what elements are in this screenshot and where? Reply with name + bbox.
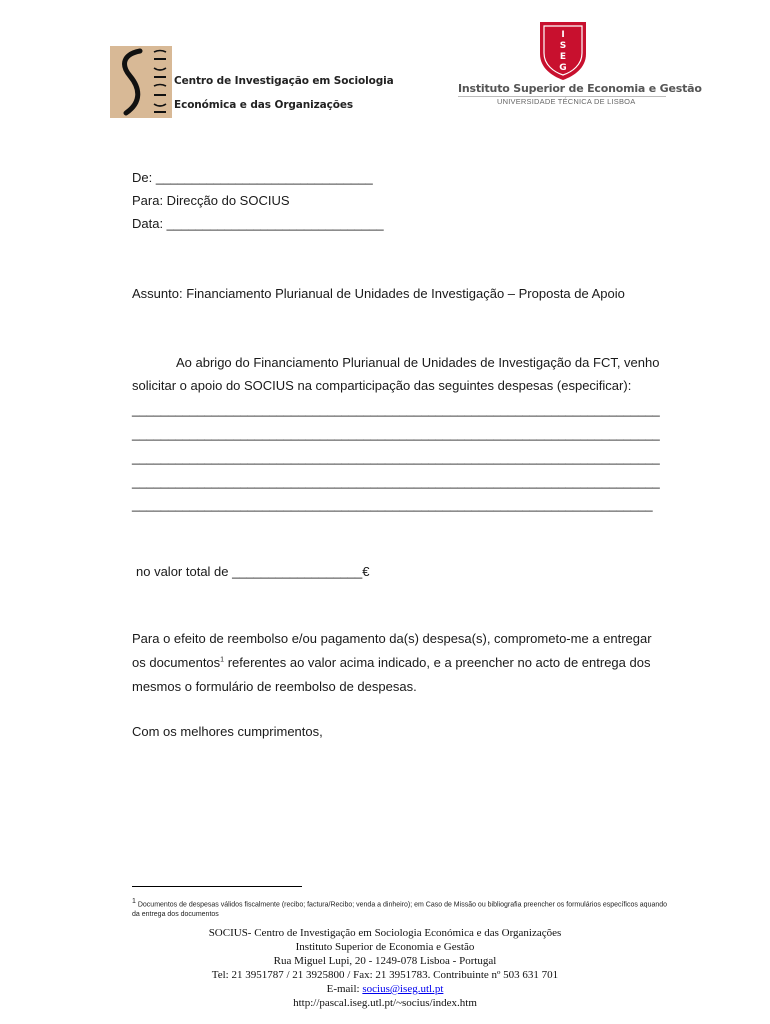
socius-logo-line-2: Económica e das Organizações (174, 99, 354, 111)
footer-line-1: SOCIUS- Centro de Investigação em Sociologia Económica e das Organizações (208, 927, 562, 939)
footer-url[interactable]: http://pascal.iseg.utl.pt/~socius/index.htm (293, 997, 477, 1009)
footnote-divider (132, 886, 302, 887)
iseg-logo-title: Instituto Superior de Economia e Gestão (458, 82, 702, 95)
iseg-logo-subtitle: UNIVERSIDADE TÉCNICA DE LISBOA (497, 97, 636, 106)
footnote-text: Documentos de despesas válidos fiscalmente (recibo; factura/Recibo; venda a dinheiro); em Caso de Missão ou bibliografia preencher os formulários específicos aquando da entrega dos documentos (132, 901, 668, 919)
footer-email-line (0, 983, 770, 995)
field-para: Para: Direcção do SOCIUS (132, 193, 290, 208)
footnote (132, 897, 672, 920)
body-paragraph-1-line-2: solicitar o apoio do SOCIUS na comparticipação das seguintes despesas (especificar): (132, 378, 632, 393)
svg-text:E: E (559, 52, 567, 62)
iseg-shield-logo (538, 20, 588, 82)
blank-line: _________________________________________________________________________ (132, 426, 660, 441)
blank-line: ________________________________________________________________________ (132, 497, 653, 512)
closing: Com os melhores cumprimentos, (132, 724, 323, 739)
footer-line-3: Rua Miguel Lupi, 20 - 1249-078 Lisboa - Portugal (273, 955, 497, 967)
field-data: Data: ______________________________ (132, 216, 384, 231)
blank-line: _________________________________________________________________________ (132, 474, 660, 489)
body-paragraph-2-line-2 (132, 655, 650, 670)
body-paragraph-1-line-1: Ao abrigo do Financiamento Plurianual de Unidades de Investigação da FCT, venho (176, 355, 660, 370)
socius-logo-s-mark (114, 48, 154, 116)
subject-line: Assunto: Financiamento Plurianual de Unidades de Investigação – Proposta de Apoio (132, 286, 625, 301)
footnote-number: 1 (132, 898, 136, 905)
body-paragraph-2-line-1: Para o efeito de reembolso e/ou pagamento da(s) despesa(s), comprometo-me a entregar (132, 631, 652, 646)
svg-text:I: I (561, 30, 565, 40)
socius-logo-line-1: Centro de Investigação em Sociologia (174, 75, 394, 87)
valor-field: no valor total de __________________€ (136, 564, 370, 579)
svg-text:S: S (559, 41, 567, 51)
footer-line-2: Instituto Superior de Economia e Gestão (295, 941, 475, 953)
field-de: De: ______________________________ (132, 170, 373, 185)
footer-line-4: Tel: 21 3951787 / 21 3925800 / Fax: 21 3951783. Contribuinte nº 503 631 701 (211, 969, 559, 981)
footer-email-label: E-mail: (326, 983, 363, 995)
para2-text-a: os documentos (132, 655, 221, 670)
blank-line: _________________________________________________________________________ (132, 450, 660, 465)
footer-email-link[interactable]: socius@iseg.utl.pt (362, 983, 444, 995)
body-paragraph-2-line-3: mesmos o formulário de reembolso de despesas. (132, 679, 417, 694)
blank-line: _________________________________________________________________________ (132, 402, 660, 417)
socius-logo-letter-marks (150, 48, 176, 116)
svg-text:G: G (559, 63, 567, 73)
footnote-reference: 1 (220, 656, 225, 664)
para2-text-b: referentes ao valor acima indicado, e a preencher no acto de entrega dos (224, 655, 651, 670)
